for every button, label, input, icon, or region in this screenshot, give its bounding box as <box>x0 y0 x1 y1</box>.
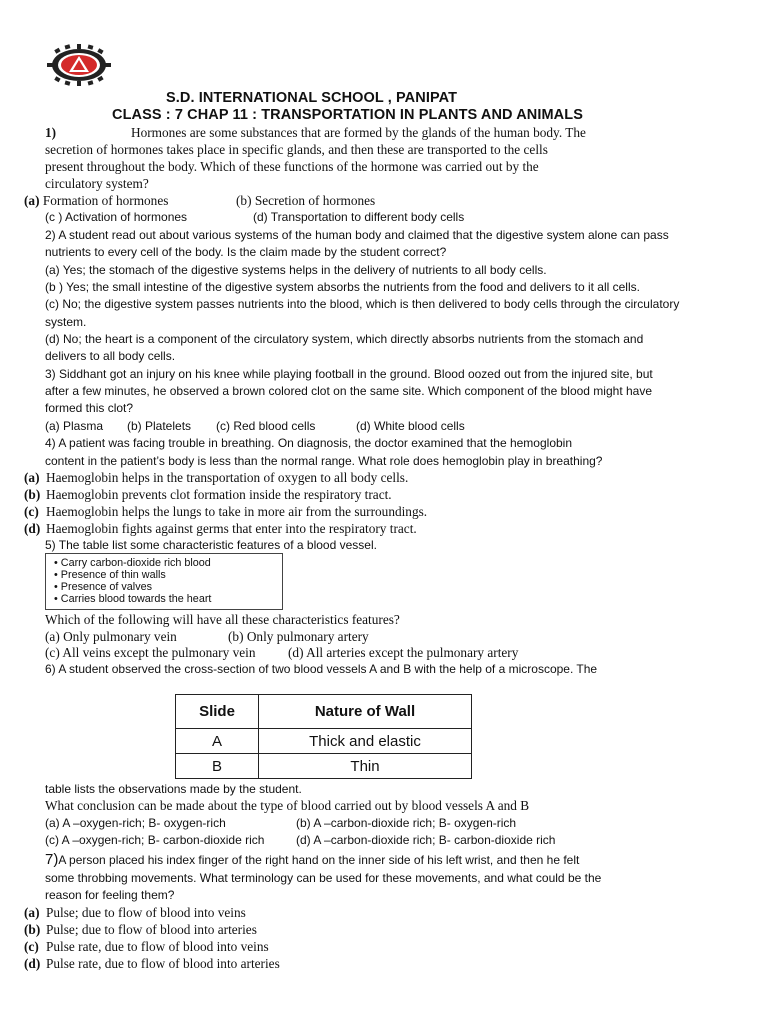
option-text: Haemoglobin fights against germs that enter into the respiratory tract. <box>46 521 417 536</box>
option-mark: (a) <box>24 193 40 208</box>
question-1-number: 1) <box>45 125 57 140</box>
question-7-option-a <box>24 905 246 921</box>
feature-item: • Carries blood towards the heart <box>54 593 212 605</box>
feature-item: • Presence of valves <box>54 581 152 593</box>
question-2-option-c: (c) No; the digestive system passes nutrients into the blood, which is then delivered to body cells through the circulatory <box>45 297 680 311</box>
option-mark: (c) <box>24 504 39 519</box>
question-7-text: A person placed his index finger of the right hand on the inner side of his left wrist, and then he felt <box>58 853 580 867</box>
question-5-option-c: (c) All veins except the pulmonary vein <box>45 645 256 660</box>
option-text: Formation of hormones <box>42 193 169 208</box>
question-4-option-b <box>24 487 392 503</box>
school-logo <box>43 43 115 87</box>
question-4-option-a <box>24 470 408 486</box>
question-2-option-d-cont: delivers to all body cells. <box>45 349 176 363</box>
feature-item: • Presence of thin walls <box>54 569 166 581</box>
question-2-option-d: (d) No; the heart is a component of the circulatory system, which directly absorbs nutrients from the stomach and <box>45 332 644 346</box>
question-7-option-d <box>24 956 280 972</box>
feature-item: • Carry carbon-dioxide rich blood <box>54 557 211 569</box>
table-row <box>176 729 472 754</box>
question-2-line: nutrients to every cell of the body. Is the claim made by the student correct? <box>45 245 447 259</box>
option-text: Haemoglobin helps the lungs to take in more air from the surroundings. <box>46 504 428 519</box>
question-2-option-a: (a) Yes; the stomach of the digestive systems helps in the delivery of nutrients to all body cells. <box>45 263 547 277</box>
question-4-option-c <box>24 504 427 520</box>
option-text: Haemoglobin prevents clot formation inside the respiratory tract. <box>46 487 392 502</box>
question-2-option-c-cont: system. <box>45 315 87 329</box>
option-mark: (c) <box>24 939 39 954</box>
class-chapter-title: CLASS : 7 CHAP 11 : TRANSPORTATION IN PLANTS AND ANIMALS <box>112 107 583 123</box>
option-mark: (b) <box>24 922 41 937</box>
question-6-option-d: (d) A –carbon-dioxide rich; B- carbon-dioxide rich <box>296 833 556 847</box>
table-row <box>176 754 472 779</box>
question-1-line: Hormones are some substances that are formed by the glands of the human body. The <box>131 125 586 140</box>
question-7-line <box>45 851 579 868</box>
table-cell: B <box>176 754 259 779</box>
option-mark: (d) <box>24 956 41 971</box>
question-6-option-b: (b) A –carbon-dioxide rich; B- oxygen-rich <box>296 816 517 830</box>
question-1-option-b: (b) Secretion of hormones <box>236 193 376 208</box>
table-cell: Thin <box>259 754 472 779</box>
question-3-line: 3) Siddhant got an injury on his knee while playing football in the ground. Blood oozed out from the injured site, but <box>45 367 653 381</box>
question-1-option-a <box>24 193 168 209</box>
question-5-option-d: (d) All arteries except the pulmonary artery <box>288 645 519 660</box>
option-text: Pulse rate, due to flow of blood into arteries <box>46 956 280 971</box>
question-7-option-c <box>24 939 269 955</box>
question-6-option-c: (c) A –oxygen-rich; B- carbon-dioxide rich <box>45 833 265 847</box>
question-4-option-d <box>24 521 417 537</box>
option-mark: (a) <box>24 470 40 485</box>
question-2-option-b: (b ) Yes; the small intestine of the digestive system absorbs the nutrients from the food and delivers to it all cells. <box>45 280 640 294</box>
question-7-option-b <box>24 922 257 938</box>
question-3-option-d: (d) White blood cells <box>356 419 465 433</box>
question-1-line: circulatory system? <box>45 176 149 191</box>
question-5-option-b: (b) Only pulmonary artery <box>228 629 369 644</box>
table-header-row <box>176 695 472 729</box>
question-5-question: Which of the following will have all these characteristics features? <box>45 612 400 627</box>
question-1-option-c: (c ) Activation of hormones <box>45 210 188 224</box>
blood-vessel-features-box <box>45 553 283 610</box>
table-cell: Thick and elastic <box>259 729 472 754</box>
option-mark: (a) <box>24 905 40 920</box>
question-7-line: reason for feeling them? <box>45 888 175 902</box>
question-5-option-a: (a) Only pulmonary vein <box>45 629 177 644</box>
table-cell: A <box>176 729 259 754</box>
option-text: Pulse; due to flow of blood into arteries <box>46 922 257 937</box>
question-6-after-table: table lists the observations made by the student. <box>45 782 302 796</box>
option-text: Pulse rate, due to flow of blood into veins <box>46 939 269 954</box>
question-2-line: 2) A student read out about various systems of the human body and claimed that the digestive system alone can pass <box>45 228 669 242</box>
question-7-number: 7) <box>45 851 59 868</box>
question-1-option-d: (d) Transportation to different body cells <box>253 210 465 224</box>
question-1-line: present throughout the body. Which of these functions of the hormone was carried out by the <box>45 159 539 174</box>
question-5-intro: 5) The table list some characteristic features of a blood vessel. <box>45 538 377 552</box>
question-1-line: secretion of hormones takes place in specific glands, and then these are transported to the cells <box>45 142 548 157</box>
question-4-line: 4) A patient was facing trouble in breathing. On diagnosis, the doctor examined that the hemoglobin <box>45 436 573 450</box>
question-4-line: content in the patient’s body is less than the normal range. What role does hemoglobin play in breathing? <box>45 454 603 468</box>
option-mark: (b) <box>24 487 41 502</box>
column-header-nature-of-wall: Nature of Wall <box>259 695 472 729</box>
question-6-option-a: (a) A –oxygen-rich; B- oxygen-rich <box>45 816 226 830</box>
option-text: Pulse; due to flow of blood into veins <box>46 905 246 920</box>
option-text: Haemoglobin helps in the transportation of oxygen to all body cells. <box>46 470 409 485</box>
question-3-option-c: (c) Red blood cells <box>216 419 316 433</box>
question-3-option-b: (b) Platelets <box>127 419 192 433</box>
school-name: S.D. INTERNATIONAL SCHOOL , PANIPAT <box>166 90 458 106</box>
question-3-option-a: (a) Plasma <box>45 419 104 433</box>
question-7-line: some throbbing movements. What terminology can be used for these movements, and what could be the <box>45 871 602 885</box>
column-header-slide: Slide <box>176 695 259 729</box>
question-6-question: What conclusion can be made about the type of blood carried out by blood vessels A and B <box>45 798 530 813</box>
question-3-line: formed this clot? <box>45 401 134 415</box>
question-3-line: after a few minutes, he observed a brown colored clot on the same site. Which component of the blood might have <box>45 384 653 398</box>
question-6-intro: 6) A student observed the cross-section of two blood vessels A and B with the help of a microscope. The <box>45 662 598 676</box>
blood-vessel-observation-table <box>175 694 472 779</box>
option-mark: (d) <box>24 521 41 536</box>
